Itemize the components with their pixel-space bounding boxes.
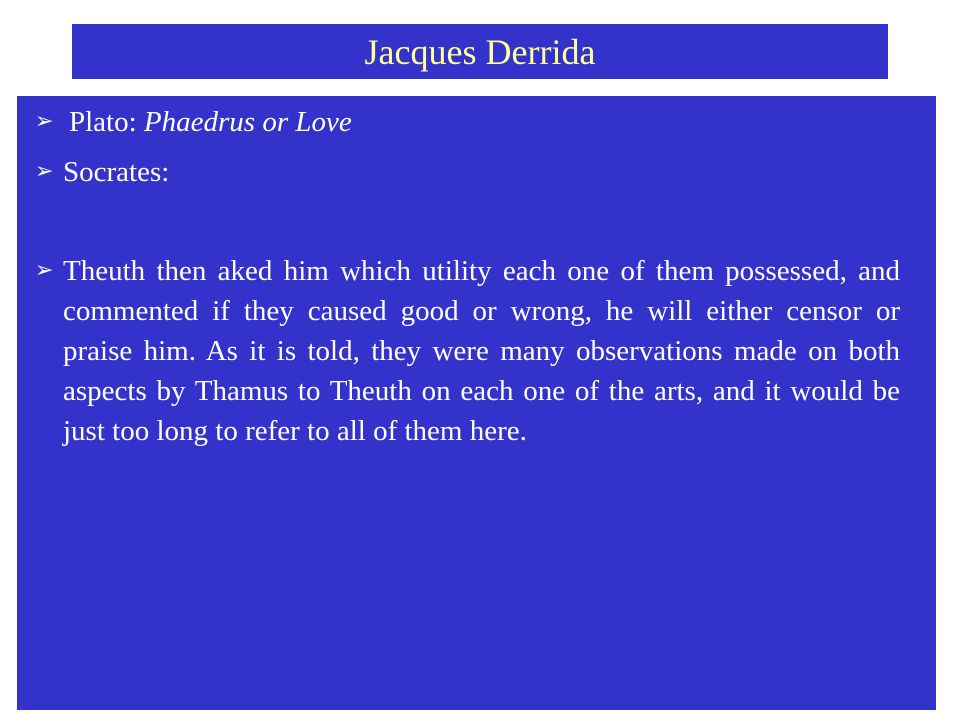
bullet-text: Socrates: [63, 156, 170, 188]
bullet-socrates [35, 152, 169, 192]
bullet-prefix: Plato: [69, 106, 144, 138]
slide-title: Jacques Derrida [364, 31, 596, 72]
bullet-plato [35, 102, 352, 142]
arrowhead-bullet-icon: ➢ [35, 258, 54, 283]
bullet-emphasis: Phaedrus or Love [143, 106, 352, 138]
bullet-quote [35, 251, 900, 451]
bullet-text [69, 102, 352, 142]
arrowhead-bullet-icon: ➢ [35, 109, 54, 134]
arrowhead-bullet-icon: ➢ [35, 159, 54, 184]
content-panel [17, 96, 936, 710]
bullet-text: Theuth then aked him which utility each one of them possessed, and commented if they caused good or wrong, he will either censor or praise him. As it is told, they were many observations made on both aspects by Thamus to Theuth on each one of the arts, and it would be just too long to refer to all of them here. [63, 255, 900, 447]
title-bar [72, 24, 888, 79]
